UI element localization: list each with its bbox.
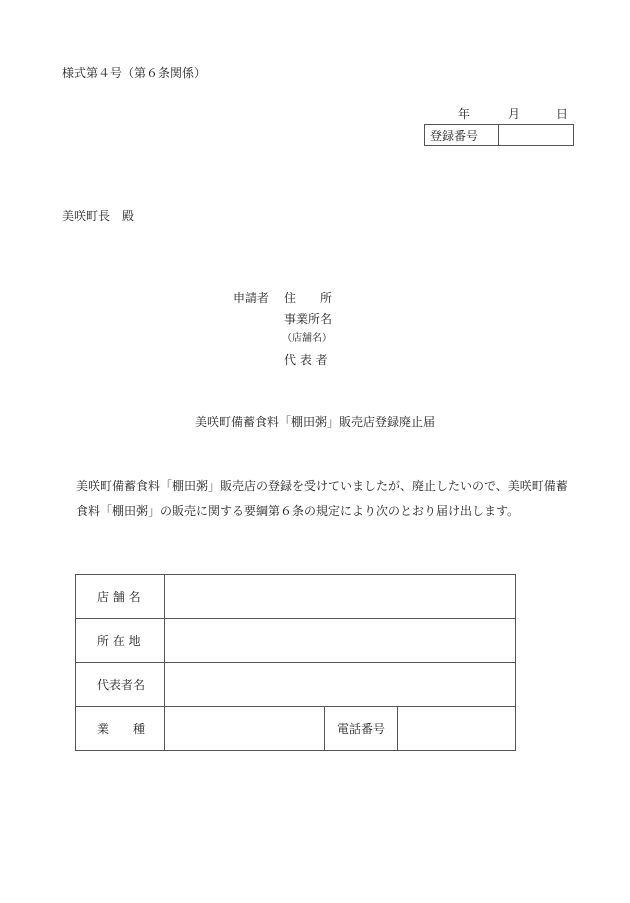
representative-name-label: 代表者名 [76, 663, 165, 707]
table-row [76, 663, 516, 707]
applicant-business-name-label: 事業所名 [284, 312, 333, 326]
addressee: 美咲町長 殿 [62, 209, 135, 223]
applicant-address-label: 住 所 [284, 291, 333, 305]
date-year-label: 年 [458, 107, 471, 121]
store-info-table [75, 574, 516, 751]
location-field[interactable] [165, 619, 516, 663]
phone-number-label: 電話番号 [325, 707, 398, 751]
registration-number-label: 登録番号 [425, 125, 499, 145]
location-label: 所 在 地 [76, 619, 165, 663]
form-number: 様式第４号（第６条関係） [62, 66, 207, 80]
applicant-representative-label: 代 表 者 [284, 353, 328, 367]
store-name-field[interactable] [165, 575, 516, 619]
phone-number-field[interactable] [398, 707, 516, 751]
table-row [76, 575, 516, 619]
representative-name-field[interactable] [165, 663, 516, 707]
date-day-label: 日 [556, 107, 569, 121]
date-month-label: 月 [508, 107, 521, 121]
business-type-label: 業 種 [76, 707, 165, 751]
applicant-label: 申請者 [233, 291, 270, 305]
document-title: 美咲町備蓄食料「棚田粥」販売店登録廃止届 [194, 415, 435, 429]
registration-number-box [424, 124, 574, 146]
date-line [424, 108, 573, 122]
business-type-field[interactable] [165, 707, 325, 751]
body-paragraph: 美咲町備蓄食料「棚田粥」販売店の登録を受けていましたが、廃止したいので、美咲町備蓄食料「棚田粥」の販売に関する要綱第６条の規定により次のとおり届け出します。 [76, 479, 568, 518]
registration-number-field[interactable] [499, 125, 573, 145]
applicant-store-name-label: （店舗名） [282, 333, 332, 344]
table-row [76, 707, 516, 751]
store-name-label: 店 舗 名 [76, 575, 165, 619]
table-row [76, 619, 516, 663]
